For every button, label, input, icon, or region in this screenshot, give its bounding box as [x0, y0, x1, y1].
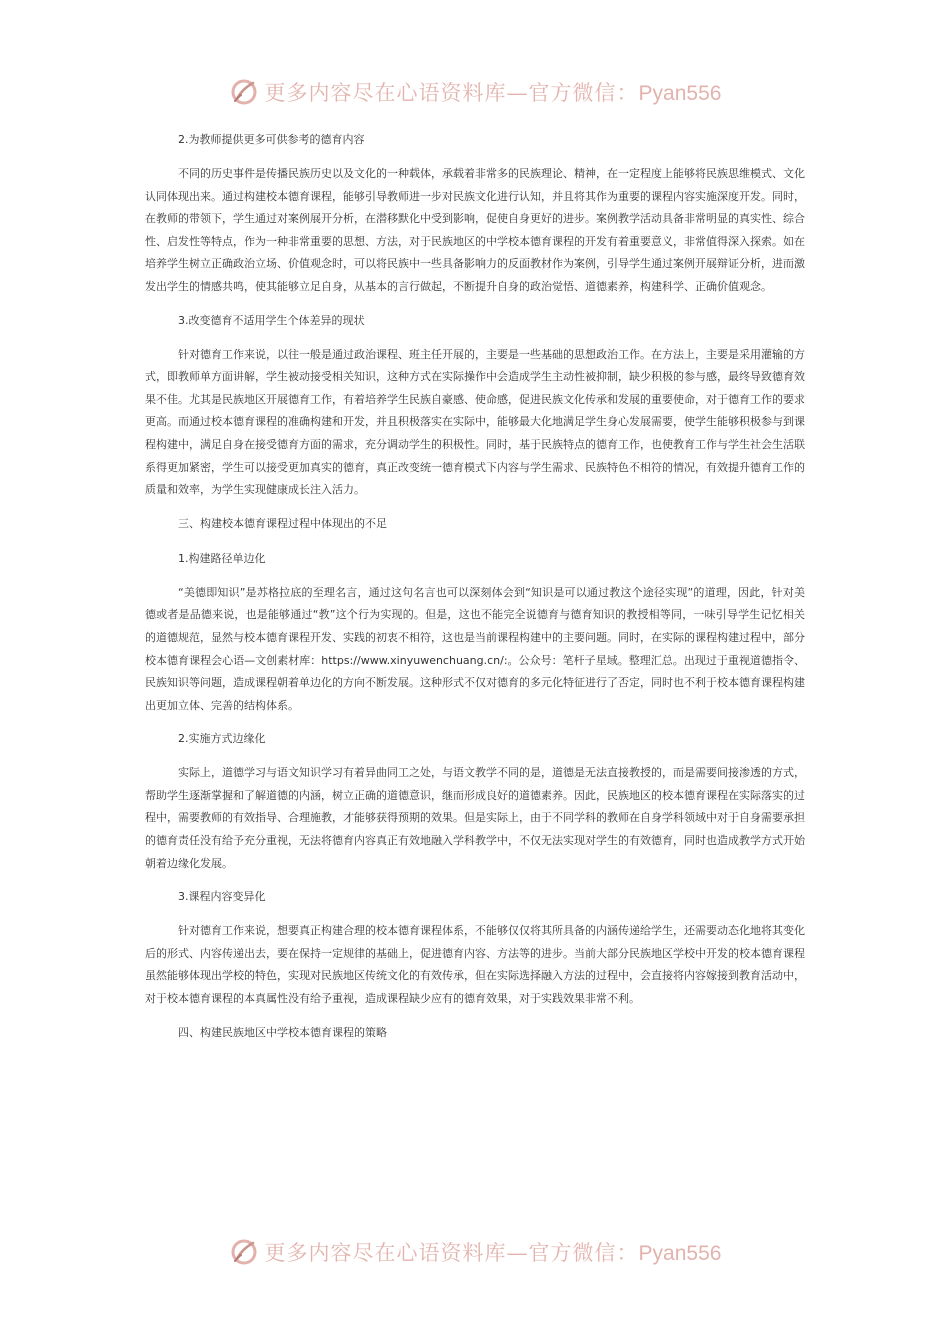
section-heading: 1.构建路径单边化 [178, 551, 266, 565]
watermark-main: 更多内容尽在心语资料库—官方微信： [264, 81, 639, 105]
section-heading: 三、构建校本德育课程过程中体现出的不足 [178, 516, 387, 530]
section-heading: 2.实施方式边缘化 [178, 732, 266, 746]
section-heading: 2.为教师提供更多可供参考的德育内容 [178, 133, 365, 146]
section-heading: 3.改变德育不适用学生个体差异的现状 [178, 313, 365, 327]
document-body [145, 128, 805, 1044]
paragraph: “美德即知识”是苏格拉底的至理名言，通过这句名言也可以深刻体会到“知识是可以通过教这个途径实现”的道理，因此，针对美德或者是品德来说，也是能够通过“教”这个行为实现的。但是，这也不能完全说德育与德育知识的教授相等同，一味引导学生记忆相关的道德规范，显然与校本德育课程开发、实践的初衷不相符，这也是当前课程构建中的主要问题。同时，在实际的课程构建过程中，部分校本德育课程会心语—文创素材库：https://www.xinyuwenchuang.cn/:。公众号：笔杆子星域。整理汇总。出现过于重视道德指令、民族知识等问题，造成课程朝着单边化的方向不断发展。这种形式不仅对德育的多元化特征进行了否定，同时也不利于校本德育课程构建出更加立体、完善的结构体系。 [145, 585, 805, 712]
brush-logo-icon [229, 1237, 259, 1267]
paragraph: 针对德育工作来说，想要真正构建合理的校本德育课程体系，不能够仅仅将其所具备的内涵传递给学生，还需要动态化地将其变化后的形式、内容传递出去，要在保持一定规律的基础上，促进德育内容、方法等的进步。当前大部分民族地区学校中开发的校本德育课程虽然能够体现出学校的特色，实现对民族地区传统文化的有效传承，但在实际选择融入方法的过程中，会直接将内容嫁接到教育活动中，对于校本德育课程的本真属性没有给予重视，造成课程缺少应有的德育效果，对于实践效果非常不利。 [145, 924, 805, 1006]
brush-logo-icon [229, 77, 259, 107]
watermark-text [265, 1237, 722, 1267]
section-heading: 3.课程内容变异化 [178, 890, 266, 904]
paragraph: 实际上，道德学习与语文知识学习有着异曲同工之处，与语文教学不同的是，道德是无法直接教授的，而是需要间接渗透的方式，帮助学生逐渐掌握和了解道德的内涵，树立正确的道德意识，继而形成良好的道德素养。因此，民族地区的校本德育课程在实际落实的过程中，需要教师的有效指导、合理施教，才能够获得预期的效果。但是实际上，由于不同学科的教师在自身学科领域中对于自身需要承担的德育责任没有给予充分重视，无法将德育内容真正有效地融入学科教学中，不仅无法实现对学生的有效德育，同时也造成教学方式开始朝着边缘化发展。 [145, 766, 805, 870]
watermark-id: Pyan556 [638, 1242, 722, 1265]
watermark-text [265, 77, 722, 107]
paragraph: 针对德育工作来说，以往一般是通过政治课程、班主任开展的，主要是一些基础的思想政治工作。在方法上，主要是采用灌输的方式，即教师单方面讲解，学生被动接受相关知识，这种方式在实际操作中会造成学生主动性被抑制，缺少积极的参与感，最终导致德育效果不佳。尤其是民族地区开展德育工作，有着培养学生民族自豪感、使命感，促进民族文化传承和发展的重要使命，对于德育工作的要求更高。而通过校本德育课程的准确构建和开发，并且积极落实在实际中，能够最大化地满足学生身心发展需要，使学生能够积极参与到课程构建中，满足自身在接受德育方面的需求，充分调动学生的积极性。同时，基于民族特点的德育工作，也使教育工作与学生社会生活联系得更加紧密，学生可以接受更加真实的德育，真正改变统一德育模式下内容与学生需求、民族特色不相符的情况，有效提升德育工作的质量和效率，为学生实现健康成长注入活力。 [145, 347, 805, 497]
watermark-header [0, 72, 950, 112]
watermark-footer [0, 1232, 950, 1272]
watermark-main: 更多内容尽在心语资料库—官方微信： [264, 1241, 639, 1265]
paragraph: 不同的历史事件是传播民族历史以及文化的一种载体，承载着非常多的民族理论、精神，在一定程度上能够将民族思维模式、文化认同体现出来。通过构建校本德育课程，能够引导教师进一步对民族文化进行认知，并且将其作为重要的课程内容实施深度开发。同时，在教师的带领下，学生通过对案例展开分析，在潜移默化中受到影响，促使自身更好的进步。案例教学活动具备非常明显的真实性、综合性、启发性等特点，作为一种非常重要的思想、方法，对于民族地区的中学校本德育课程的开发有着重要意义，非常值得深入探索。如在培养学生树立正确政治立场、价值观念时，可以将民族中一些具备影响力的反面教材作为案例，引导学生通过案例开展辩证分析，进而激发出学生的情感共鸣，使其能够立足自身，从基本的言行做起，不断提升自身的政治觉悟、道德素养，构建科学、正确价值观念。 [145, 167, 805, 293]
watermark-id: Pyan556 [638, 82, 722, 105]
section-heading: 四、构建民族地区中学校本德育课程的策略 [178, 1025, 387, 1039]
